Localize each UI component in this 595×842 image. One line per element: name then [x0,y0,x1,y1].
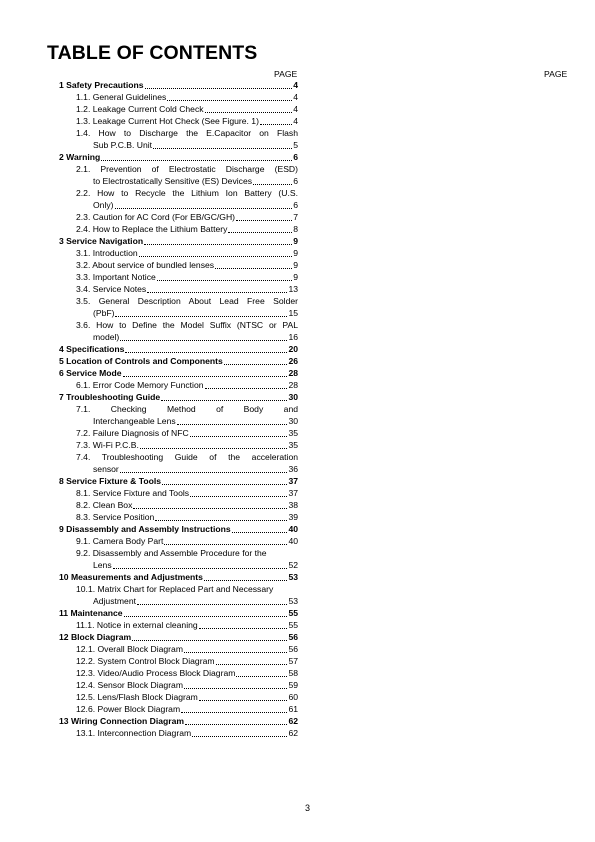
toc-entry-title: 5 Location of Controls and Components [59,356,223,366]
dot-leader [204,573,288,581]
toc-page-number: 9 [293,260,298,270]
toc-page-number: 8 [293,224,298,234]
toc-entry-title: 10.1. Matrix Chart for Replaced Part and Necessary [76,584,274,594]
toc-entry-title: 11.1. Notice in external cleaning [76,620,198,630]
toc-section-entry[interactable] [52,79,298,91]
toc-page-number: 26 [288,356,298,366]
toc-entry-title: Adjustment [93,596,136,606]
toc-subsection-entry[interactable] [52,499,298,511]
toc-page-number: 6 [293,176,298,186]
dot-leader [144,237,292,245]
toc-subsection-entry[interactable] [52,91,298,103]
toc-entry-title: 12.4. Sensor Block Diagram [76,680,183,690]
dot-leader [260,117,292,125]
dot-leader [167,93,292,101]
dot-leader [224,357,288,365]
toc-page-number: 55 [288,608,298,618]
dot-leader [236,669,287,677]
toc-entry-continuation[interactable] [52,559,298,571]
toc-subsection-entry[interactable] [52,187,298,199]
toc-entry-title: 12.1. Overall Block Diagram [76,644,183,654]
toc-entry-title: 2.4. How to Replace the Lithium Battery [76,224,228,234]
toc-entry-title: 3 Service Navigation [59,236,144,246]
toc-page-number: 20 [288,344,298,354]
page-title: TABLE OF CONTENTS [47,42,258,64]
toc-entry-title: 6 Service Mode [59,368,122,378]
toc-page-number: 9 [293,248,298,258]
toc-subsection-entry[interactable] [52,667,298,679]
toc-page-number: 62 [288,716,298,726]
toc-subsection-entry[interactable] [52,427,298,439]
toc-entry-title: Sub P.C.B. Unit [93,140,153,150]
toc-subsection-entry[interactable] [52,379,298,391]
toc-entry-title: 3.4. Service Notes [76,284,147,294]
toc-subsection-entry[interactable] [52,403,298,415]
toc-entry-title: 3.3. Important Notice [76,272,156,282]
toc-entry-title: 8.1. Service Fixture and Tools [76,488,190,498]
toc-entry-title: 2.2. How to Recycle the Lithium Ion Battery (U.S. [76,188,298,198]
toc-subsection-entry[interactable] [52,211,298,223]
toc-page-number: 56 [288,644,298,654]
toc-entry-title: 7.3. Wi-Fi P.C.B. [76,440,139,450]
dot-leader [184,645,287,653]
toc-entry-title: 3.1. Introduction [76,248,138,258]
toc-entry-title: Interchangeable Lens [93,416,176,426]
toc-entry-title: 8.3. Service Position [76,512,155,522]
toc-page-number: 6 [293,200,298,210]
dot-leader [215,261,292,269]
toc-page-number: 6 [293,152,298,162]
toc-page-number: 53 [288,572,298,582]
table-of-contents [52,79,298,739]
toc-entry-title: 9 Disassembly and Assembly Instructions [59,524,231,534]
dot-leader [155,513,287,521]
dot-leader [216,657,288,665]
toc-page-number: 37 [288,476,298,486]
dot-leader [253,177,292,185]
toc-entry-continuation[interactable] [52,331,298,343]
toc-subsection-entry[interactable] [52,727,298,739]
toc-page-number: 5 [293,140,298,150]
toc-subsection-entry[interactable] [52,127,298,139]
toc-subsection-entry[interactable] [52,103,298,115]
dot-leader [199,621,288,629]
toc-entry-title: 13 Wiring Connection Diagram [59,716,185,726]
toc-subsection-entry[interactable] [52,163,298,175]
toc-entry-title: 2 Warning [59,152,101,162]
toc-section-entry[interactable] [52,391,298,403]
toc-entry-continuation[interactable] [52,175,298,187]
toc-page-number: 4 [293,116,298,126]
toc-section-entry[interactable] [52,343,298,355]
toc-entry-title: 6.1. Error Code Memory Function [76,380,204,390]
toc-subsection-entry[interactable] [52,487,298,499]
toc-subsection-entry[interactable] [52,319,298,331]
toc-page-number: 53 [288,596,298,606]
toc-entry-title: 2.1. Prevention of Electrostatic Discharge (ESD) [76,164,298,174]
toc-page-number: 4 [293,104,298,114]
toc-subsection-entry[interactable] [52,679,298,691]
dot-leader [205,381,288,389]
toc-entry-title: 9.1. Camera Body Part [76,536,164,546]
toc-entry-title: to Electrostatically Sensitive (ES) Devices [93,176,253,186]
toc-page-number: 52 [288,560,298,570]
dot-leader [164,537,287,545]
toc-subsection-entry[interactable] [52,583,298,595]
toc-entry-title: Lens [93,560,112,570]
dot-leader [120,333,287,341]
toc-subsection-entry[interactable] [52,247,298,259]
toc-subsection-entry[interactable] [52,259,298,271]
toc-entry-title: 11 Maintenance [59,608,123,618]
toc-entry-title: sensor [93,464,119,474]
dot-leader [190,489,287,497]
toc-entry-title: 7.1. Checking Method of Body and [76,404,298,414]
toc-page-number: 28 [288,368,298,378]
toc-subsection-entry[interactable] [52,535,298,547]
toc-section-entry[interactable] [52,715,298,727]
toc-page-number: 9 [293,236,298,246]
toc-page-number: 9 [293,272,298,282]
dot-leader [132,633,287,641]
dot-leader [145,81,293,89]
dot-leader [192,729,287,737]
toc-page-number: 55 [288,620,298,630]
toc-subsection-entry[interactable] [52,619,298,631]
toc-entry-title: 3.2. About service of bundled lenses [76,260,215,270]
dot-leader [232,525,288,533]
dot-leader [228,225,292,233]
toc-entry-continuation[interactable] [52,463,298,475]
dot-leader [115,201,293,209]
toc-entry-title: 9.2. Disassembly and Assemble Procedure for the [76,548,267,558]
dot-leader [124,609,288,617]
toc-subsection-entry[interactable] [52,703,298,715]
dot-leader [120,465,288,473]
toc-page-number: 28 [288,380,298,390]
toc-page-number: 62 [288,728,298,738]
toc-section-entry[interactable] [52,523,298,535]
toc-entry-continuation[interactable] [52,139,298,151]
page-footer [0,803,595,813]
dot-leader [184,681,287,689]
toc-page-number: 40 [288,536,298,546]
toc-subsection-entry[interactable] [52,223,298,235]
toc-page-number: 30 [288,416,298,426]
toc-entry-continuation[interactable] [52,307,298,319]
dot-leader [205,105,293,113]
dot-leader [147,285,287,293]
toc-entry-title: 7.2. Failure Diagnosis of NFC [76,428,189,438]
page-column-header-right: PAGE [544,69,568,79]
toc-page-number: 4 [293,92,298,102]
toc-section-entry[interactable] [52,355,298,367]
dot-leader [177,417,288,425]
toc-page-number: 56 [288,632,298,642]
toc-page-number: 35 [288,428,298,438]
toc-subsection-entry[interactable] [52,691,298,703]
dot-leader [161,393,287,401]
toc-subsection-entry[interactable] [52,655,298,667]
toc-page-number: 39 [288,512,298,522]
dot-leader [185,717,287,725]
toc-entry-title: 12 Block Diagram [59,632,132,642]
toc-page-number: 38 [288,500,298,510]
dot-leader [113,561,288,569]
toc-entry-title: (PbF) [93,308,115,318]
dot-leader [139,249,293,257]
toc-page-number: 16 [288,332,298,342]
toc-entry-title: 1 Safety Precautions [59,80,144,90]
dot-leader [162,477,287,485]
toc-page-number: 59 [288,680,298,690]
toc-subsection-entry[interactable] [52,451,298,463]
dot-leader [115,309,287,317]
toc-page-number: 57 [288,656,298,666]
toc-entry-title: 7.4. Troubleshooting Guide of the acceleration [76,452,298,462]
dot-leader [123,369,288,377]
dot-leader [101,153,292,161]
toc-page-number: 40 [288,524,298,534]
toc-entry-title: 12.3. Video/Audio Process Block Diagram [76,668,236,678]
toc-subsection-entry[interactable] [52,439,298,451]
toc-entry-continuation[interactable] [52,595,298,607]
toc-entry-continuation[interactable] [52,415,298,427]
toc-page-number: 13 [288,284,298,294]
toc-page-number: 60 [288,692,298,702]
dot-leader [236,213,292,221]
dot-leader [125,345,287,353]
toc-section-entry[interactable] [52,475,298,487]
toc-entry-title: 7 Troubleshooting Guide [59,392,161,402]
dot-leader [140,441,288,449]
page-number: 3 [304,803,310,813]
toc-entry-title: 1.1. General Guidelines [76,92,167,102]
toc-section-entry[interactable] [52,151,298,163]
toc-entry-title: 12.6. Power Block Diagram [76,704,181,714]
toc-entry-title: Only) [93,200,114,210]
toc-subsection-entry[interactable] [52,295,298,307]
toc-page-number: 36 [288,464,298,474]
toc-entry-title: 12.5. Lens/Flash Block Diagram [76,692,198,702]
toc-entry-title: 12.2. System Control Block Diagram [76,656,215,666]
toc-subsection-entry[interactable] [52,643,298,655]
dot-leader [157,273,292,281]
dot-leader [153,141,292,149]
toc-page-number: 35 [288,440,298,450]
toc-entry-title: 1.3. Leakage Current Hot Check (See Figure. 1) [76,116,259,126]
toc-entry-title: 1.4. How to Discharge the E.Capacitor on Flash [76,128,298,138]
dot-leader [137,597,287,605]
toc-section-entry[interactable] [52,235,298,247]
dot-leader [199,693,288,701]
toc-entry-title: model) [93,332,120,342]
toc-subsection-entry[interactable] [52,271,298,283]
toc-page-number: 61 [288,704,298,714]
page-column-header: PAGE [274,69,298,79]
toc-entry-title: 3.5. General Description About Lead Free Solder [76,296,298,306]
toc-page-number: 4 [293,80,298,90]
toc-page-number: 7 [293,212,298,222]
toc-section-entry[interactable] [52,631,298,643]
toc-section-entry[interactable] [52,607,298,619]
toc-subsection-entry[interactable] [52,511,298,523]
toc-entry-title: 4 Specifications [59,344,125,354]
toc-section-entry[interactable] [52,367,298,379]
dot-leader [190,429,288,437]
toc-entry-title: 2.3. Caution for AC Cord (For EB/GC/GH) [76,212,236,222]
toc-subsection-entry[interactable] [52,115,298,127]
toc-page-number: 37 [288,488,298,498]
toc-page-number: 30 [288,392,298,402]
toc-subsection-entry[interactable] [52,283,298,295]
toc-entry-continuation[interactable] [52,199,298,211]
toc-entry-title: 13.1. Interconnection Diagram [76,728,192,738]
toc-entry-title: 1.2. Leakage Current Cold Check [76,104,204,114]
toc-entry-title: 8 Service Fixture & Tools [59,476,162,486]
toc-page-number: 58 [288,668,298,678]
toc-section-entry[interactable] [52,571,298,583]
toc-entry-title: 8.2. Clean Box [76,500,133,510]
dot-leader [181,705,287,713]
toc-entry-title: 10 Measurements and Adjustments [59,572,203,582]
toc-entry-title: 3.6. How to Define the Model Suffix (NTSC or PAL [76,320,298,330]
dot-leader [133,501,287,509]
toc-page-number: 15 [288,308,298,318]
toc-subsection-entry[interactable] [52,547,298,559]
